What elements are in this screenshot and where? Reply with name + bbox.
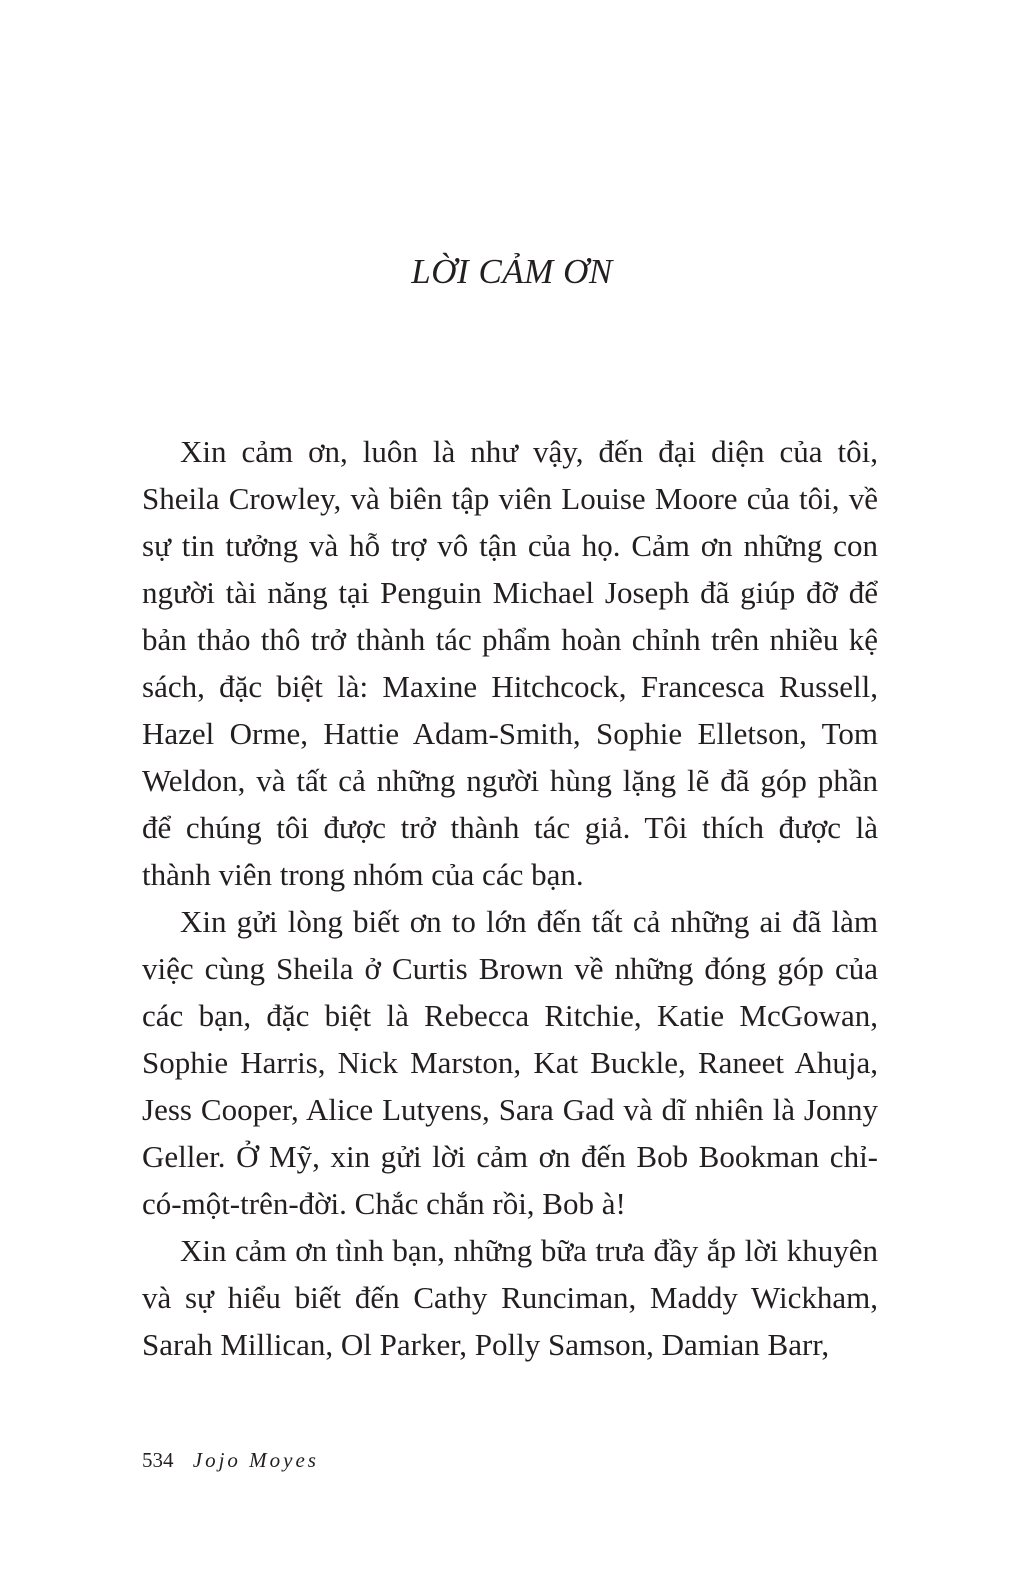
page-footer xyxy=(142,1448,319,1473)
paragraph-2: Xin gửi lòng biết ơn to lớn đến tất cả những ai đã làm việc cùng Sheila ở Curtis Brown về những đóng góp của các bạn, đặc biệt là Rebecca Ritchie, Katie McGowan, Sophie Harris, Nick Marston, Kat Buckle, Raneet Ahuja, Jess Cooper, Alice Lutyens, Sara Gad và dĩ nhiên là Jonny Geller. Ở Mỹ, xin gửi lời cảm ơn đến Bob Bookman chỉ-có-một-trên-đời. Chắc chắn rồi, Bob à! xyxy=(142,904,878,1221)
body-text xyxy=(142,428,878,1368)
page-number: 534 xyxy=(142,1448,174,1472)
paragraph-1: Xin cảm ơn, luôn là như vậy, đến đại diện của tôi, Sheila Crowley, và biên tập viên Louise Moore của tôi, về sự tin tưởng và hỗ trợ vô tận của họ. Cảm ơn những con người tài năng tại Penguin Michael Joseph đã giúp đỡ để bản thảo thô trở thành tác phẩm hoàn chỉnh trên nhiều kệ sách, đặc biệt là: Maxine Hitchcock, Francesca Russell, Hazel Orme, Hattie Adam-Smith, Sophie Elletson, Tom Weldon, và tất cả những người hùng lặng lẽ đã góp phần để chúng tôi được trở thành tác giả. Tôi thích được là thành viên trong nhóm của các bạn. xyxy=(142,434,878,892)
chapter-title: LỜI CẢM ƠN xyxy=(411,252,613,291)
running-head-author: Jojo Moyes xyxy=(192,1448,319,1472)
paragraph-3: Xin cảm ơn tình bạn, những bữa trưa đầy ắp lời khuyên và sự hiểu biết đến Cathy Runciman, Maddy Wickham, Sarah Millican, Ol Parker, Polly Samson, Damian Barr, xyxy=(142,1233,878,1362)
